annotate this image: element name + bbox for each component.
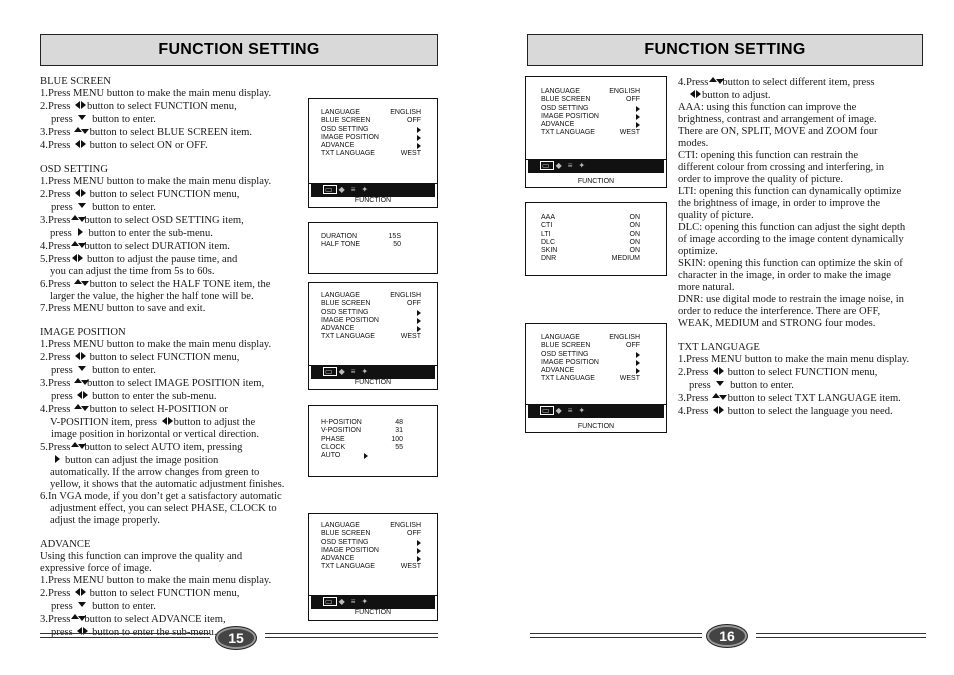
instruction-line: press button to enter. xyxy=(51,601,156,612)
monitor-icon: ▭ xyxy=(542,161,550,170)
palette-icon: ◆ xyxy=(338,597,345,606)
instruction-line: yellow, it shows that the automatic adjustment finishes. xyxy=(50,479,285,490)
osd-row-v-position: V-POSITION 31 xyxy=(321,427,403,435)
instruction-line: you can adjust the time from 5s to 60s. xyxy=(50,266,215,277)
osd-caption: FUNCTION xyxy=(354,379,392,386)
instruction-line: Using this function can improve the quality and xyxy=(40,551,243,562)
image-position-submenu xyxy=(308,405,438,477)
tools-icon: ✦ xyxy=(578,161,586,170)
osd-setting-submenu xyxy=(308,222,438,274)
tools-icon: ✦ xyxy=(361,367,369,376)
instruction-line: adjust the image properly. xyxy=(50,515,160,526)
osd-row-osd-setting: OSD SETTING xyxy=(541,105,640,113)
instruction-line: image position in horizontal or vertical direction. xyxy=(51,429,259,440)
osd-row-osd-setting: OSD SETTING xyxy=(321,309,421,317)
up-down-arrow-icon xyxy=(73,126,87,136)
osd-row-image-position: IMAGE POSITION xyxy=(541,359,640,367)
description-line: the brightness of image, in order to improve the xyxy=(678,198,881,209)
osd-icon-strip xyxy=(311,365,435,379)
osd-row-image-position: IMAGE POSITION xyxy=(321,317,421,325)
osd-row-dlc: DLC ON xyxy=(541,238,640,246)
osd-caption: FUNCTION xyxy=(354,197,392,204)
description-line: different colour from crossing and interfering, in xyxy=(678,162,885,173)
description-line: There are ON, SPLIT, MOVE and ZOOM four xyxy=(678,126,878,137)
advance-submenu xyxy=(525,202,667,276)
osd-row-duration: DURATION 15S xyxy=(321,233,401,240)
menu-icon: ≡ xyxy=(350,597,356,606)
description-line: LTI: opening this function can dynamically optimize xyxy=(678,186,902,197)
osd-row-language: LANGUAGE ENGLISH xyxy=(321,109,421,116)
right-arrow-icon xyxy=(364,453,368,459)
left-right-arrow-icon xyxy=(73,139,87,149)
up-down-arrow-icon xyxy=(73,278,87,288)
menu-icon: ≡ xyxy=(350,367,356,376)
description-line: character in the image, in order to make the image xyxy=(678,270,891,281)
osd-row-blue-screen: BLUE SCREEN OFF xyxy=(541,96,640,104)
up-down-arrow-icon xyxy=(711,392,725,402)
instruction-line: adjustment effect, you can select PHASE, CLOCK to xyxy=(50,503,277,514)
osd-row-blue-screen: BLUE SCREEN OFF xyxy=(321,530,421,538)
instruction-line: 4.Press button to select the language you need. xyxy=(678,406,893,417)
up-down-arrow-icon xyxy=(70,214,84,224)
description-line: of image according to the image content dynamically xyxy=(678,234,904,245)
right-arrow-icon xyxy=(417,556,421,562)
instruction-line: 1.Press MENU button to make the main menu display. xyxy=(40,575,272,586)
osd-row-blue-screen: BLUE SCREEN OFF xyxy=(321,300,421,308)
osd-row-image-position: IMAGE POSITION xyxy=(321,134,421,142)
instruction-line: 4.Press button to select different item, press xyxy=(678,77,875,88)
up-down-arrow-icon xyxy=(73,377,87,387)
osd-row-advance: ADVANCE xyxy=(541,121,640,129)
instruction-line: 2.Press button to select FUNCTION menu, xyxy=(40,588,240,599)
description-line: AAA: using this function can improve the xyxy=(678,102,857,113)
page-number: 16 xyxy=(707,625,747,647)
left-right-arrow-icon xyxy=(711,405,725,415)
osd-row-advance: ADVANCE xyxy=(321,555,421,563)
instruction-line: 1.Press MENU button to make the main menu display. xyxy=(40,176,272,187)
left-text-column xyxy=(40,76,302,639)
instruction-line: 4.Press button to select ON or OFF. xyxy=(40,140,208,151)
left-right-arrow-icon xyxy=(160,416,174,426)
osd-row-language: LANGUAGE ENGLISH xyxy=(321,522,421,529)
osd-row-cti: CTI ON xyxy=(541,222,640,230)
monitor-icon: ▭ xyxy=(542,406,550,415)
right-arrow-icon xyxy=(417,310,421,316)
instruction-line: automatically. If the arrow changes from green to xyxy=(50,467,260,478)
osd-row-dnr: DNR MEDIUM xyxy=(541,255,640,263)
osd-row-language: LANGUAGE ENGLISH xyxy=(541,334,640,341)
monitor-icon: ▭ xyxy=(325,367,333,376)
osd-caption: FUNCTION xyxy=(354,609,392,616)
osd-row-clock: CLOCK 55 xyxy=(321,443,403,451)
instruction-line: press button to enter the sub-menu. xyxy=(50,228,213,239)
left-right-arrow-icon xyxy=(73,587,87,597)
right-arrow-icon xyxy=(636,352,640,358)
instruction-line: expressive force of image. xyxy=(40,563,152,574)
down-arrow-icon xyxy=(713,379,727,389)
osd-row-lti: LTI ON xyxy=(541,230,640,238)
osd-row-language: LANGUAGE ENGLISH xyxy=(541,88,640,95)
instruction-line: button can adjust the image position xyxy=(40,454,302,467)
osd-row-blue-screen: BLUE SCREEN OFF xyxy=(321,117,421,125)
osd-row-txt-language: TXT LANGUAGE WEST xyxy=(321,333,421,341)
instruction-line: 5.Press button to select AUTO item, pressing xyxy=(40,442,243,453)
instruction-line: press button to enter. xyxy=(51,365,156,376)
instruction-line: press button to enter the sub-menu. xyxy=(51,391,217,402)
palette-icon: ◆ xyxy=(555,161,562,170)
tools-icon: ✦ xyxy=(578,406,586,415)
osd-icon-strip xyxy=(311,183,435,197)
description-line: DLC: opening this function can adjust the sight depth xyxy=(678,222,906,233)
monitor-icon: ▭ xyxy=(325,185,333,194)
up-down-arrow-icon xyxy=(70,240,84,250)
osd-row-osd-setting: OSD SETTING xyxy=(321,539,421,547)
instruction-line: 3.Press button to select OSD SETTING item, xyxy=(40,215,244,226)
osd-row-h-position: H-POSITION 48 xyxy=(321,419,403,426)
footer-rule xyxy=(530,633,702,638)
osd-row-half-tone: HALF TONE 50 xyxy=(321,241,401,249)
page-number: 15 xyxy=(216,627,256,649)
instruction-line: 7.Press MENU button to save and exit. xyxy=(40,303,206,314)
right-arrow-icon xyxy=(417,326,421,332)
right-arrow-icon xyxy=(417,127,421,133)
description-line: SKIN: opening this function can optimize the skin of xyxy=(678,258,903,269)
instruction-line: 6.In VGA mode, if you don’t get a satisfactory automatic xyxy=(40,491,282,502)
osd-row-language: LANGUAGE ENGLISH xyxy=(321,292,421,299)
left-right-arrow-icon xyxy=(75,390,89,400)
up-down-arrow-icon xyxy=(70,613,84,623)
osd-row-osd-setting: OSD SETTING xyxy=(321,126,421,134)
instruction-line: press button to enter. xyxy=(51,202,156,213)
instruction-line: 3.Press button to select IMAGE POSITION item, xyxy=(40,378,265,389)
osd-function-menu xyxy=(308,98,438,208)
instruction-line: 1.Press MENU button to make the main menu display. xyxy=(40,88,272,99)
section-heading: OSD SETTING xyxy=(40,164,108,175)
left-right-arrow-icon xyxy=(688,89,702,99)
osd-function-menu xyxy=(308,513,438,621)
left-right-arrow-icon xyxy=(73,100,87,110)
footer-rule xyxy=(265,633,438,638)
instruction-line: 4.Press button to select H-POSITION or xyxy=(40,404,228,415)
palette-icon: ◆ xyxy=(555,406,562,415)
menu-icon: ≡ xyxy=(567,406,573,415)
up-down-arrow-icon xyxy=(70,441,84,451)
instruction-line: 2.Press button to select FUNCTION menu, xyxy=(678,367,878,378)
instruction-line: 2.Press button to select FUNCTION menu, xyxy=(40,101,237,112)
down-arrow-icon xyxy=(75,113,89,123)
osd-row-advance: ADVANCE xyxy=(321,325,421,333)
right-arrow-icon xyxy=(636,360,640,366)
osd-row-image-position: IMAGE POSITION xyxy=(321,547,421,555)
page-title: FUNCTION SETTING xyxy=(527,34,923,66)
up-down-arrow-icon xyxy=(73,403,87,413)
osd-caption: FUNCTION xyxy=(577,178,615,185)
osd-caption: FUNCTION xyxy=(577,423,615,430)
osd-row-aaa: AAA ON xyxy=(541,214,640,221)
description-line: brightness, contrast and arrangement of image. xyxy=(678,114,877,125)
right-arrow-icon xyxy=(417,548,421,554)
osd-icon-strip xyxy=(528,404,664,418)
right-arrow-icon xyxy=(636,114,640,120)
right-text-column xyxy=(678,76,934,418)
osd-function-menu xyxy=(308,282,438,390)
left-right-arrow-icon xyxy=(70,253,84,263)
section-heading: ADVANCE xyxy=(40,539,91,550)
left-right-arrow-icon xyxy=(73,351,87,361)
instruction-line: button to adjust. xyxy=(678,89,934,102)
osd-row-advance: ADVANCE xyxy=(541,367,640,375)
osd-row-phase: PHASE 100 xyxy=(321,435,403,443)
osd-row-blue-screen: BLUE SCREEN OFF xyxy=(541,342,640,350)
right-arrow-icon xyxy=(417,135,421,141)
description-line: CTI: opening this function can restrain the xyxy=(678,150,859,161)
description-line: more natural. xyxy=(678,282,735,293)
palette-icon: ◆ xyxy=(338,185,345,194)
down-arrow-icon xyxy=(75,600,89,610)
monitor-icon: ▭ xyxy=(325,597,333,606)
right-arrow-icon xyxy=(51,454,65,464)
description-line: quality of picture. xyxy=(678,210,754,221)
instruction-line: V-POSITION item, press button to adjust the xyxy=(50,417,256,428)
left-right-arrow-icon xyxy=(711,366,725,376)
instruction-line: 1.Press MENU button to make the main menu display. xyxy=(678,354,910,365)
description-line: DNR: use digital mode to restrain the image noise, in xyxy=(678,294,904,305)
osd-row-image-position: IMAGE POSITION xyxy=(541,113,640,121)
right-arrow-icon xyxy=(636,106,640,112)
description-line: optimize. xyxy=(678,246,718,257)
instruction-line: 2.Press button to select FUNCTION menu, xyxy=(40,189,240,200)
right-arrow-icon xyxy=(636,368,640,374)
right-page xyxy=(477,0,954,675)
right-arrow-icon xyxy=(417,318,421,324)
osd-row-skin: SKIN ON xyxy=(541,247,640,255)
tools-icon: ✦ xyxy=(361,185,369,194)
description-line: modes. xyxy=(678,138,709,149)
menu-icon: ≡ xyxy=(350,185,356,194)
down-arrow-icon xyxy=(75,201,89,211)
instruction-line: 3.Press button to select BLUE SCREEN item. xyxy=(40,127,253,138)
instruction-line: larger the value, the higher the half tone will be. xyxy=(50,291,254,302)
description-line: WEAK, MEDIUM and STRONG four modes. xyxy=(678,318,876,329)
section-heading: BLUE SCREEN xyxy=(40,76,111,87)
description-line: order to improve the quality of picture. xyxy=(678,174,844,185)
footer-rule xyxy=(756,633,926,638)
instruction-line: 1.Press MENU button to make the main menu display. xyxy=(40,339,272,350)
osd-row-auto: AUTO xyxy=(321,452,403,460)
instruction-line: press button to enter the sub-menu. xyxy=(51,627,217,638)
right-arrow-icon xyxy=(636,122,640,128)
osd-row-txt-language: TXT LANGUAGE WEST xyxy=(541,375,640,383)
description-line: order to reduce the interference. There are OFF, xyxy=(678,306,881,317)
instruction-line: press button to enter. xyxy=(689,380,794,391)
palette-icon: ◆ xyxy=(338,367,345,376)
right-arrow-icon xyxy=(417,540,421,546)
osd-function-menu xyxy=(525,323,667,433)
osd-row-advance: ADVANCE xyxy=(321,142,421,150)
osd-row-osd-setting: OSD SETTING xyxy=(541,351,640,359)
down-arrow-icon xyxy=(75,364,89,374)
osd-icon-strip xyxy=(311,595,435,609)
section-heading: TXT LANGUAGE xyxy=(678,342,760,353)
left-right-arrow-icon xyxy=(73,188,87,198)
instruction-line: 5.Press button to adjust the pause time, and xyxy=(40,254,238,265)
instruction-line: 3.Press button to select ADVANCE item, xyxy=(40,614,226,625)
instruction-line: 4.Press button to select DURATION item. xyxy=(40,241,230,252)
osd-row-txt-language: TXT LANGUAGE WEST xyxy=(321,150,421,158)
instruction-line: press button to enter. xyxy=(51,114,156,125)
right-arrow-icon xyxy=(417,143,421,149)
osd-function-menu xyxy=(525,76,667,188)
right-arrow-icon xyxy=(74,227,88,237)
osd-row-txt-language: TXT LANGUAGE WEST xyxy=(321,563,421,571)
instruction-line: 2.Press button to select FUNCTION menu, xyxy=(40,352,240,363)
osd-row-txt-language: TXT LANGUAGE WEST xyxy=(541,129,640,137)
footer-rule xyxy=(40,633,210,638)
instruction-line: 6.Press button to select the HALF TONE item, the xyxy=(40,279,271,290)
menu-icon: ≡ xyxy=(567,161,573,170)
tools-icon: ✦ xyxy=(361,597,369,606)
instruction-line: 3.Press button to select TXT LANGUAGE item. xyxy=(678,393,901,404)
section-heading: IMAGE POSITION xyxy=(40,327,126,338)
up-down-arrow-icon xyxy=(708,76,722,86)
osd-icon-strip xyxy=(528,159,664,173)
page-title: FUNCTION SETTING xyxy=(40,34,438,66)
